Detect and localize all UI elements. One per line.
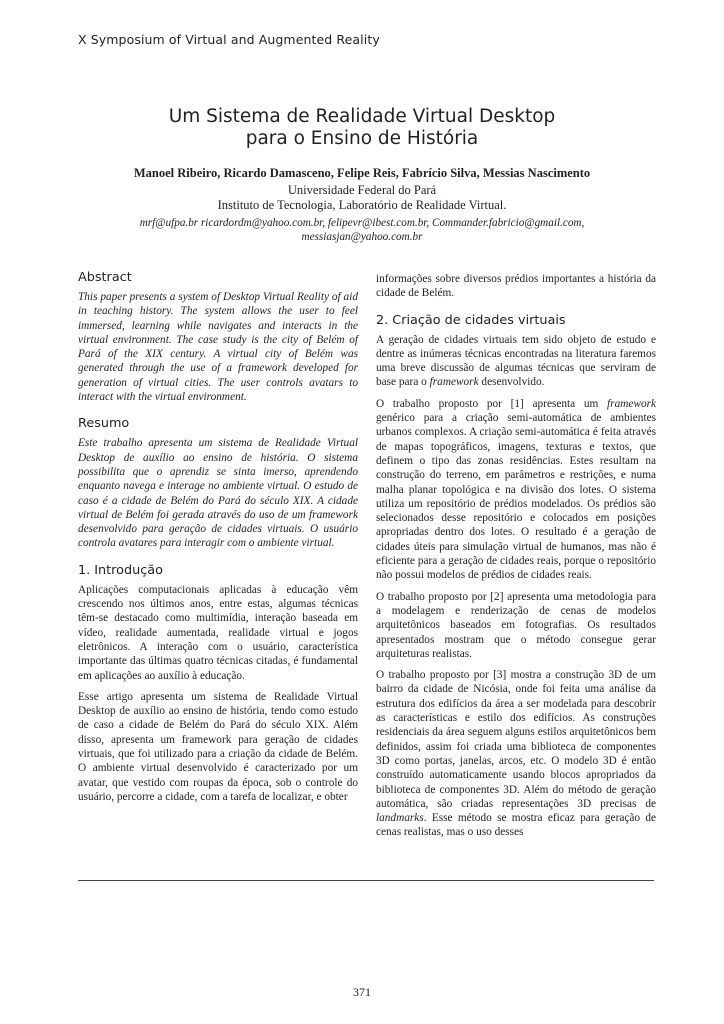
section-2-paragraph-1: A geração de cidades virtuais tem sido objeto de estudo e dentre as inúmeras técnicas encontradas na literatura faremos uma breve discussão de algumas técnicas que serviram de base para o framework desenvolvido. <box>376 333 656 389</box>
section-2-heading: 2. Criação de cidades virtuais <box>376 312 566 328</box>
title-line-1: Um Sistema de Realidade Virtual Desktop <box>168 106 556 127</box>
footer-rule <box>78 880 654 881</box>
intro-paragraph-1: Aplicações computacionais aplicadas à educação vêm crescendo nos últimos anos, entre estas, algumas técnicas têm-se destacado como multimídia, interação baseada em vídeo, realidade aumentada, realidade virtual e jogos eletrônicos. A interação com o usuário, característica importante das últimas quatro técnicas citadas, é fundamental em aplicações ao auxílio à educação. <box>78 583 358 682</box>
resumo-text: Este trabalho apresenta um sistema de Realidade Virtual Desktop de auxílio ao ensino de história. O sistema possibilita que o aprendiz se sinta imerso, aprendendo enquanto navega e interage no ambiente virtual. O estudo de caso é a cidade de Belém do Pará do século XIX. A cidade virtual de Belém foi gerada através do uso de um framework desenvolvido para geração de cidades virtuais. O usuário controla avatares para interagir com o ambiente virtual. <box>78 437 358 550</box>
section-2-paragraph-3: O trabalho proposto por [2] apresenta uma metodologia para a modelagem e renderização de cenas de modelos arquitetônicos baseados em fotografias. Os resultados apresentados mostram que o método consegue gerar arquiteturas realistas. <box>376 590 656 660</box>
author-emails: mrf@ufpa.br ricardordm@yahoo.com.br, felipevr@ibest.com.br, Commander.fabricio@gmail.com, messiasjan@yahoo.com.br <box>139 217 585 243</box>
resumo-heading: Resumo <box>78 416 130 432</box>
section-2-paragraph-4: O trabalho proposto por [3] mostra a construção 3D de um bairro da cidade de Nicósia, onde foi feita uma análise da estrutura dos edifícios da área a ser modelada para descobrir as características e estilo dos edifícios. As construções residenciais da área seguem alguns estilos arquitetônicos bem definidos, assim foi criada uma biblioteca de componentes 3D como portas, janelas, arcos, etc. O modelo 3D é então construído automaticamente usando blocos apropriados da biblioteca de componentes 3D. Além do método de geração automática, são criadas representações 3D precisas de landmarks. Esse método se mostra eficaz para geração de cenas realistas, mas o uso desses <box>376 669 656 839</box>
affiliation-institute: Instituto de Tecnologia, Laboratório de Realidade Virtual. <box>217 198 507 212</box>
section-2-paragraph-2: O trabalho proposto por [1] apresenta um framework genérico para a criação semi-automática de ambientes urbanos complexos. A criação semi-automática é feita através de mapas topográficos, imagens, texturas e textos, que definem o tipo das zonas residências. Estes resultam na construção do terreno, em parâmetros e restrições, e numa malha planar topológica e na divisão dos lotes. O sistema utiliza um repositório de prédios modelados. Os prédios são selecionados desse repositório e colocados em posições apropriadas dentro dos lotes. O resultado é a geração de cidades úteis para simulação virtual de humanos, mas não é eficiente para a geração de cidades reais, porque o repositório não possui modelos de prédios de cidades reais. <box>376 397 656 582</box>
intro-paragraph-2: Esse artigo apresenta um sistema de Realidade Virtual Desktop de auxílio ao ensino de história, tendo como estudo de caso a cidade de Belém do Pará do século XIX. Além disso, apresenta um framework para geração de cidades virtuais, que foi utilizado para a criação da cidade de Belém. O ambiente virtual desenvolvido é caracterizado por um avatar, que vestido com roupas da época, sob o controle do usuário, percorre a cidade, com a tarefa de localizar, e obter <box>78 690 358 803</box>
intro-heading: 1. Introdução <box>78 562 163 578</box>
affiliation-university: Universidade Federal do Pará <box>287 183 437 197</box>
running-header: X Symposium of Virtual and Augmented Reality <box>78 32 380 47</box>
page-number: 371 <box>353 985 371 999</box>
author-list: Manoel Ribeiro, Ricardo Damasceno, Felipe Reis, Fabrício Silva, Messias Nascimento <box>133 166 591 180</box>
abstract-text: This paper presents a system of Desktop Virtual Reality of aid in teaching history. The system allows the user to feel immersed, learning while navigates and interacts in the virtual environment. The case study is the city of Belém of Pará of the XIX century. A virtual city of Belém was generated through the use of a framework developed for generation of virtual cities. The user controls avatars to interact with the virtual environment. <box>78 291 358 404</box>
abstract-heading: Abstract <box>78 270 132 285</box>
left-column <box>78 270 358 804</box>
title-line-2: para o Ensino de História <box>245 128 479 149</box>
right-column <box>376 272 656 840</box>
paper-title <box>0 106 724 150</box>
intro-continuation: informações sobre diversos prédios importantes a história da cidade de Belém. <box>376 273 656 300</box>
